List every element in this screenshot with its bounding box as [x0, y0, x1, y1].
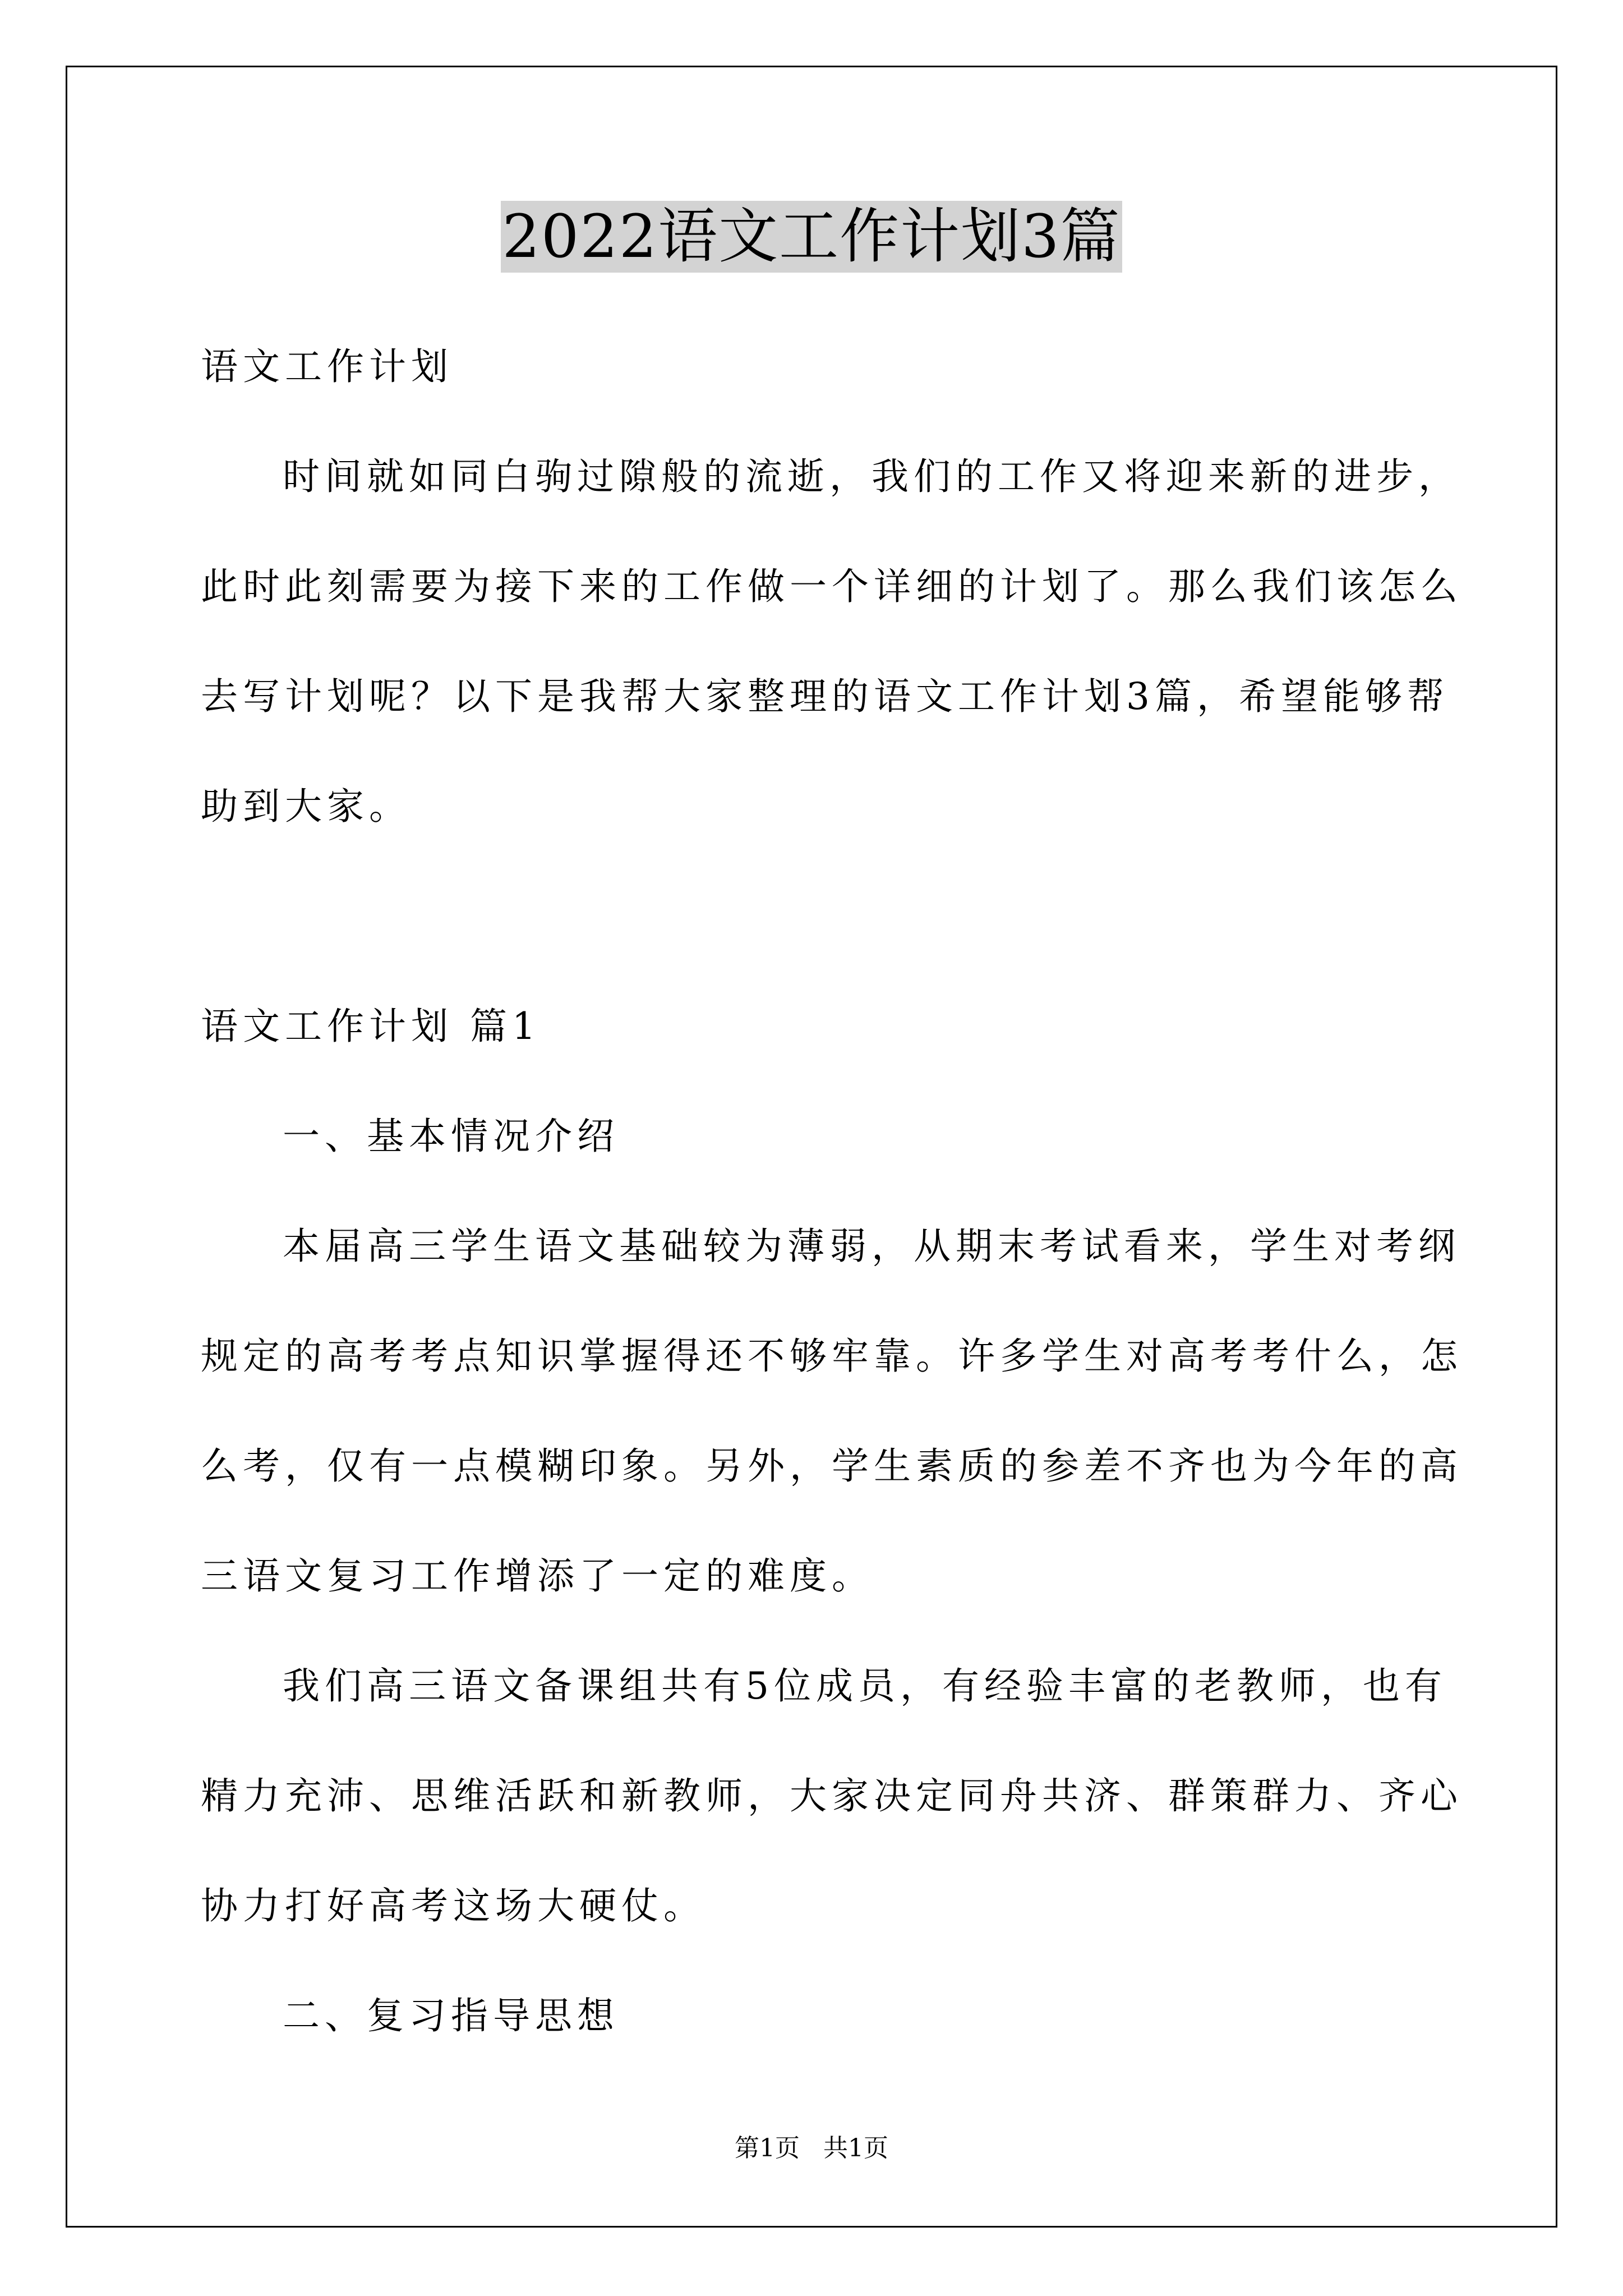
subsection-heading: 二、复习指导思想 — [283, 1994, 619, 2037]
paragraph-line: 去写计划呢？以下是我帮大家整理的语文工作计划3篇，希望能够帮 — [201, 675, 1449, 718]
document-title: 2022语文工作计划3篇 — [501, 201, 1122, 273]
section-heading: 语文工作计划 — [201, 345, 453, 388]
section-heading: 语文工作计划 篇1 — [201, 1005, 541, 1048]
subsection-heading: 一、基本情况介绍 — [283, 1115, 619, 1158]
paragraph-line: 三语文复习工作增添了一定的难度。 — [201, 1554, 874, 1598]
page-footer: 第1页 共1页 — [735, 2134, 888, 2162]
paragraph-line: 本届高三学生语文基础较为薄弱，从期末考试看来，学生对考纲 — [283, 1225, 1460, 1268]
paragraph-line: 么考，仅有一点模糊印象。另外，学生素质的参差不齐也为今年的高 — [201, 1444, 1463, 1488]
paragraph-line: 规定的高考考点知识掌握得还不够牢靠。许多学生对高考考什么，怎 — [201, 1335, 1463, 1378]
title-container — [0, 201, 1623, 273]
paragraph-line: 时间就如同白驹过隙般的流逝，我们的工作又将迎来新的进步， — [283, 455, 1460, 498]
paragraph-line: 助到大家。 — [201, 785, 411, 828]
paragraph-line: 此时此刻需要为接下来的工作做一个详细的计划了。那么我们该怎么 — [201, 565, 1463, 608]
paragraph-line: 我们高三语文备课组共有5位成员，有经验丰富的老教师，也有 — [283, 1664, 1447, 1708]
document-body — [201, 312, 1463, 2071]
paragraph-line: 协力打好高考这场大硬仗。 — [201, 1884, 706, 1927]
paragraph-gap — [201, 862, 1423, 972]
paragraph-line: 精力充沛、思维活跃和新教师，大家决定同舟共济、群策群力、齐心 — [201, 1774, 1463, 1818]
